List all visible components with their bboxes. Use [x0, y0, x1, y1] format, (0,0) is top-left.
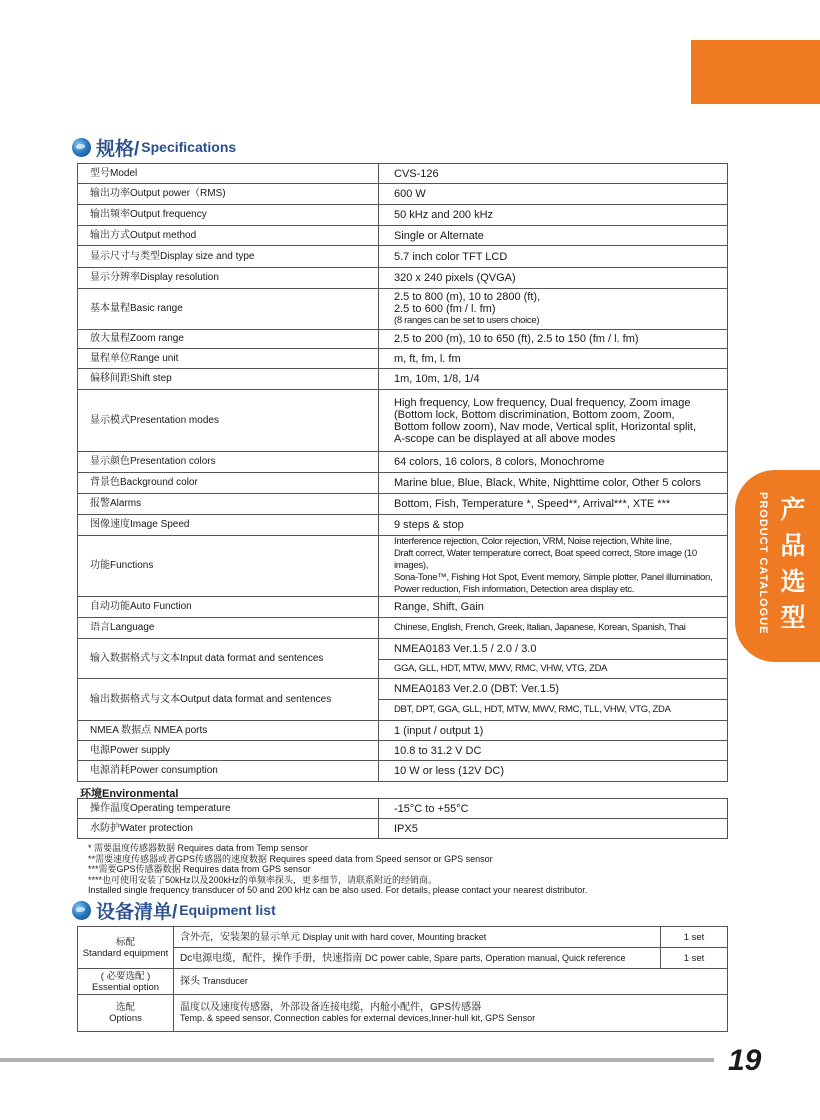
- spec-value: 600 W: [379, 184, 728, 205]
- spec-label: 基本量程Basic range: [78, 289, 379, 330]
- env-value: IPX5: [379, 819, 728, 839]
- table-row: [78, 184, 728, 205]
- footnote-line: Installed single frequency transducer of 50 and 200 kHz can be also used. For details, please contact your nearest distributor.: [88, 885, 588, 895]
- spec-value: Interference rejection, Color rejection, VRM, Noise rejection, White line, Draft correct, Water temperature correct, Boat speed correct, Store image (10 images), Sona-Tone™, Fishing Hot Spot, Event memory, Simple plotter, Panel illumination, Power reduction, Fish information, Detection area display etc.: [379, 536, 728, 597]
- equipment-qty: 1 set: [661, 948, 728, 969]
- equipment-item: 含外壳，安装架的显示单元 Display unit with hard cover, Mounting bracket: [174, 927, 661, 948]
- table-row: [78, 761, 728, 782]
- spec-value: 320 x 240 pixels (QVGA): [379, 268, 728, 289]
- table-row: [78, 330, 728, 349]
- equipment-heading: [72, 897, 276, 923]
- table-row: [78, 452, 728, 473]
- table-row: [78, 369, 728, 390]
- spec-value: 2.5 to 200 (m), 10 to 650 (ft), 2.5 to 150 (fm / l. fm): [379, 330, 728, 349]
- table-row: [78, 494, 728, 515]
- table-row: [78, 205, 728, 226]
- equipment-title-en: Equipment list: [179, 902, 276, 918]
- spec-label: 背景色Background color: [78, 473, 379, 494]
- spec-label: 输出数据格式与文本Output data format and sentences: [78, 679, 379, 721]
- spec-value: GGA, GLL, HDT, MTW, MWV, RMC, VHW, VTG, ZDA: [379, 660, 728, 679]
- category-standard: 标配 Standard equipment: [78, 927, 174, 969]
- spec-label: 电源Power supply: [78, 741, 379, 761]
- env-label: 操作温度Operating temperature: [78, 799, 379, 819]
- spec-label: 输出方式Output method: [78, 226, 379, 246]
- table-row: [78, 995, 728, 1032]
- spec-label: 语言Language: [78, 618, 379, 639]
- spec-label: NMEA 数据点 NMEA ports: [78, 721, 379, 741]
- spec-label: 显示尺寸与类型Display size and type: [78, 246, 379, 268]
- table-row: [78, 618, 728, 639]
- table-row: [78, 473, 728, 494]
- spec-label: 电源消耗Power consumption: [78, 761, 379, 782]
- spec-value: 10.8 to 31.2 V DC: [379, 741, 728, 761]
- table-row: [78, 927, 728, 948]
- table-row: [78, 164, 728, 184]
- spec-label: 报警Alarms: [78, 494, 379, 515]
- spec-value: 1 (input / output 1): [379, 721, 728, 741]
- table-row: [78, 536, 728, 597]
- env-label: 水防护Water protection: [78, 819, 379, 839]
- equipment-title-cn: 设备清单/: [96, 901, 178, 923]
- specifications-title-en: Specifications: [141, 139, 237, 155]
- footnote-line: * 需要温度传感器数据 Requires data from Temp sensor: [88, 843, 308, 853]
- spec-value: High frequency, Low frequency, Dual frequency, Zoom image (Bottom lock, Bottom discrimination, Bottom zoom, Zoom, Bottom follow zoom), Nav mode, Vertical split, Horizontal split, A-scope can be displayed at all above modes: [379, 390, 728, 452]
- footnote-line: ****也可使用安装了50kHz以及200kHz的单频率探头，更多细节，请联系附近的经销商。: [88, 874, 438, 885]
- table-row: [78, 721, 728, 741]
- spec-value: 10 W or less (12V DC): [379, 761, 728, 782]
- spec-label: 功能Functions: [78, 536, 379, 597]
- table-row: [78, 948, 728, 969]
- bottom-divider: [0, 1058, 714, 1062]
- table-row: [78, 597, 728, 618]
- equipment-item: 温度以及速度传感器，外部设备连接电缆，内舱小配件，GPS传感器 Temp. & speed sensor, Connection cables for external devices,Inner-hull kit, GPS Sensor: [174, 995, 728, 1032]
- table-row: [78, 969, 728, 995]
- spec-value: NMEA0183 Ver.1.5 / 2.0 / 3.0: [379, 639, 728, 660]
- table-row: [78, 515, 728, 536]
- spec-label: 偏移间距Shift step: [78, 369, 379, 390]
- specifications-heading: [72, 134, 236, 160]
- equipment-item: 探头 Transducer: [174, 969, 728, 995]
- spec-label: 型号Model: [78, 164, 379, 184]
- spec-value: Range, Shift, Gain: [379, 597, 728, 618]
- table-row: [78, 741, 728, 761]
- spec-label: 输入数据格式与文本Input data format and sentences: [78, 639, 379, 679]
- spec-value: 9 steps & stop: [379, 515, 728, 536]
- table-row: [78, 226, 728, 246]
- table-row: [78, 390, 728, 452]
- spec-label: 自动功能Auto Function: [78, 597, 379, 618]
- equipment-qty: 1 set: [661, 927, 728, 948]
- spec-label: 显示分辨率Display resolution: [78, 268, 379, 289]
- footnotes: [88, 843, 587, 896]
- spec-value: 5.7 inch color TFT LCD: [379, 246, 728, 268]
- category-essential: ( 必要选配 ) Essential option: [78, 969, 174, 995]
- table-row: [78, 289, 728, 330]
- spec-value: 2.5 to 800 (m), 10 to 2800 (ft), 2.5 to 600 (fm / l. fm) (8 ranges can be set to users choice): [379, 289, 728, 330]
- table-row: [78, 268, 728, 289]
- spec-label: 图像速度Image Speed: [78, 515, 379, 536]
- spec-value: Bottom, Fish, Temperature *, Speed**, Arrival***, XTE ***: [379, 494, 728, 515]
- side-tab-en: PRODUCT CATALOGUE: [757, 492, 769, 635]
- globe-icon: [72, 901, 91, 920]
- table-row: [78, 349, 728, 369]
- spec-value: Marine blue, Blue, Black, White, Nighttime color, Other 5 colors: [379, 473, 728, 494]
- specifications-table: [77, 163, 728, 782]
- category-options: 选配 Options: [78, 995, 174, 1032]
- spec-value: 1m, 10m, 1/8, 1/4: [379, 369, 728, 390]
- spec-label: 输出功率Output power（RMS): [78, 184, 379, 205]
- environmental-heading: 环境Environmental: [80, 788, 179, 800]
- equipment-table: [77, 926, 728, 1032]
- spec-value: Chinese, English, French, Greek, Italian, Japanese, Korean, Spanish, Thai: [379, 618, 728, 639]
- page-number: 19: [728, 1044, 762, 1077]
- spec-label: 显示模式Presentation modes: [78, 390, 379, 452]
- spec-label: 放大量程Zoom range: [78, 330, 379, 349]
- footnote-line: **需要速度传感器或者GPS传感器的速度数据 Requires speed data from Speed sensor or GPS sensor: [88, 853, 493, 864]
- top-corner-tab: [691, 40, 820, 104]
- spec-label: 显示颜色Presentation colors: [78, 452, 379, 473]
- spec-value: CVS-126: [379, 164, 728, 184]
- globe-icon: [72, 138, 91, 157]
- spec-label: 输出频率Output frequency: [78, 205, 379, 226]
- equipment-item: Dc电源电缆，配件，操作手册，快速指南 DC power cable, Spare parts, Operation manual, Quick reference: [174, 948, 661, 969]
- side-tab-cn: 产 品 选 型: [780, 496, 806, 632]
- specifications-title-cn: 规格/: [96, 138, 140, 160]
- table-row: [78, 679, 728, 700]
- footnote-line: ***需要GPS传感器数据 Requires data from GPS sensor: [88, 864, 311, 874]
- table-row: [78, 246, 728, 268]
- spec-value: m, ft, fm, l. fm: [379, 349, 728, 369]
- table-row: [78, 819, 728, 839]
- spec-label: 量程单位Range unit: [78, 349, 379, 369]
- product-catalogue-tab: [735, 470, 820, 662]
- spec-value: 50 kHz and 200 kHz: [379, 205, 728, 226]
- table-row: [78, 639, 728, 660]
- spec-value: 64 colors, 16 colors, 8 colors, Monochrome: [379, 452, 728, 473]
- spec-value: DBT, DPT, GGA, GLL, HDT, MTW, MWV, RMC, TLL, VHW, VTG, ZDA: [379, 700, 728, 721]
- table-row: [78, 799, 728, 819]
- spec-value: NMEA0183 Ver.2.0 (DBT: Ver.1.5): [379, 679, 728, 700]
- environmental-table: [77, 798, 728, 839]
- spec-value: Single or Alternate: [379, 226, 728, 246]
- env-value: -15°C to +55°C: [379, 799, 728, 819]
